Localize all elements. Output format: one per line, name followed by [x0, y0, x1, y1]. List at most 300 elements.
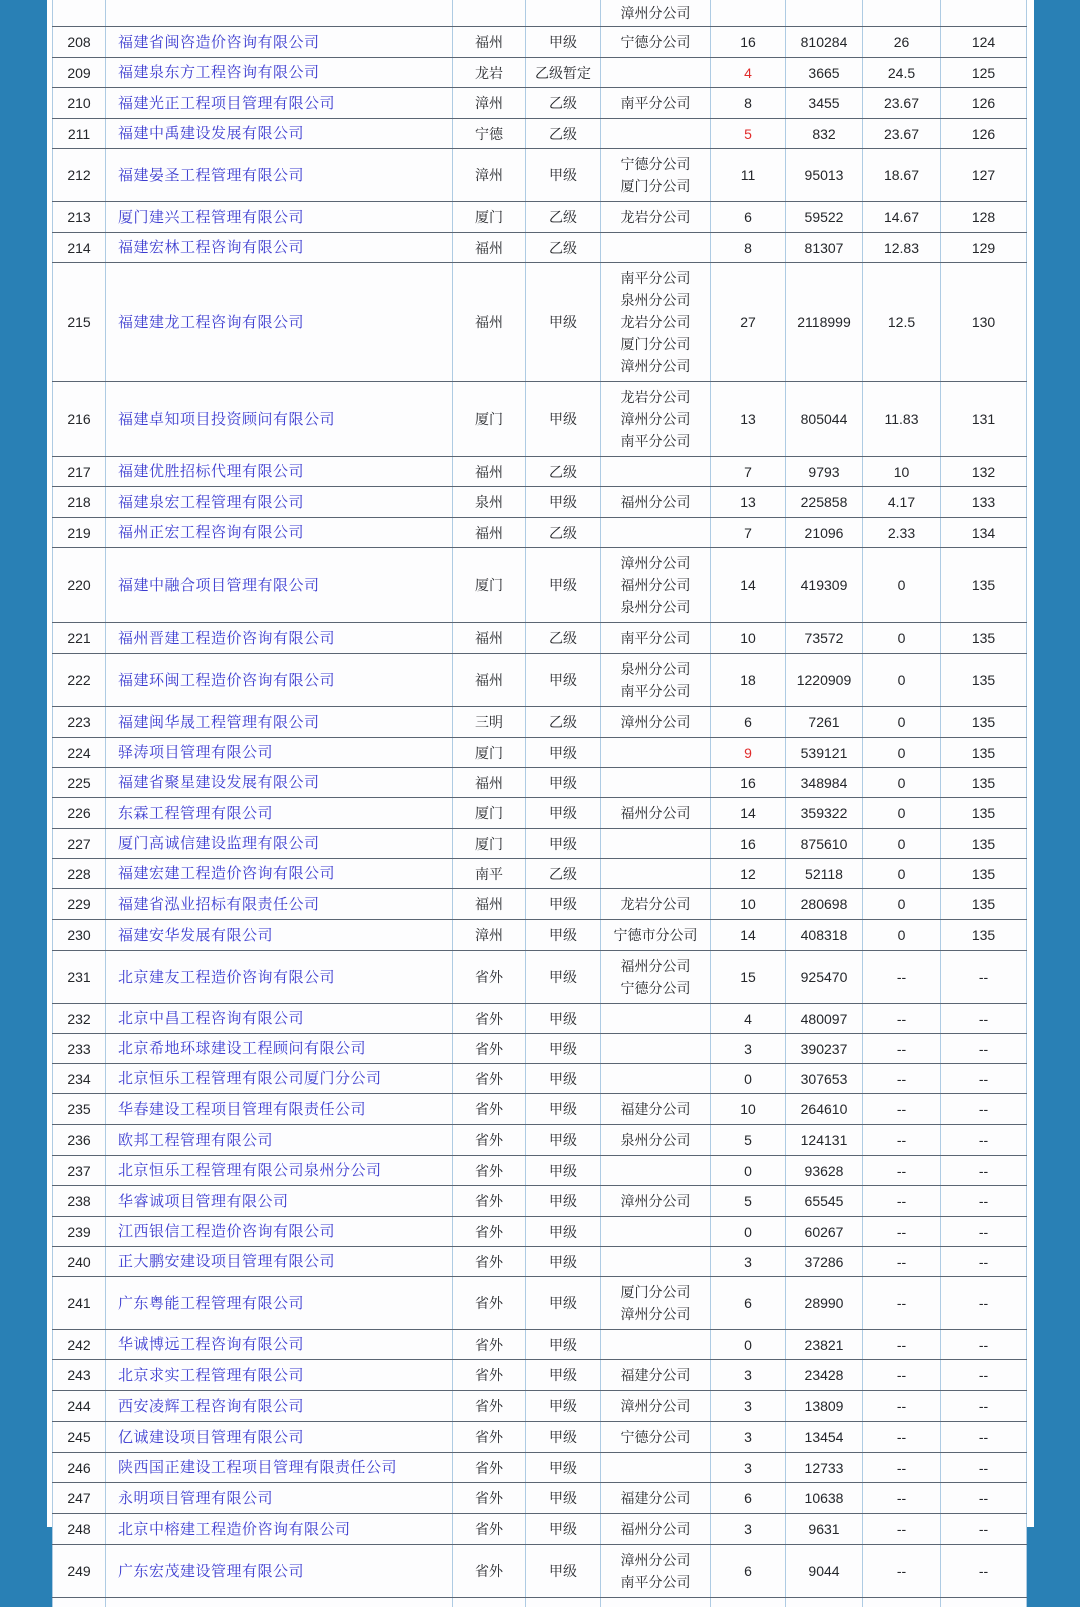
company-link[interactable]: 驿涛项目管理有限公司 [118, 744, 273, 761]
company-cell [106, 623, 453, 654]
table-row [53, 382, 1027, 457]
count-cell: 6 [711, 202, 786, 233]
value-cell [786, 1598, 863, 1607]
table-row [53, 1217, 1027, 1247]
rank-cell: 218 [53, 487, 106, 518]
rank-cell: 239 [53, 1217, 106, 1247]
city-cell: 福州 [453, 457, 526, 487]
company-link[interactable]: 欧邦工程管理有限公司 [118, 1132, 273, 1149]
grade-cell: 甲级 [526, 920, 601, 951]
company-link[interactable]: 江西银信工程造价咨询有限公司 [118, 1223, 335, 1240]
branch-line: 南平分公司 [601, 267, 710, 289]
count-cell: 3 [711, 1034, 786, 1064]
company-cell [106, 1186, 453, 1217]
branch-line: 龙岩分公司 [601, 311, 710, 333]
value-cell: 225858 [786, 487, 863, 518]
city-cell: 福州 [453, 623, 526, 654]
value-cell: 21096 [786, 518, 863, 548]
score-cell: -- [863, 1156, 941, 1186]
score-cell: -- [863, 1391, 941, 1422]
score-cell: -- [863, 1004, 941, 1034]
table-row [53, 654, 1027, 707]
city-cell: 福州 [453, 233, 526, 263]
rank2-cell: 126 [941, 88, 1027, 119]
branch-cell [601, 1360, 711, 1391]
count-cell: 0 [711, 1064, 786, 1094]
branch-cell [601, 829, 711, 859]
count-cell: 10 [711, 623, 786, 654]
grade-cell: 乙级 [526, 119, 601, 149]
table-row-partial-top [53, 0, 1027, 27]
count-cell: 5 [711, 1186, 786, 1217]
rank-cell: 215 [53, 263, 106, 382]
company-link[interactable]: 福建卓知项目投资顾问有限公司 [118, 411, 335, 428]
value-cell: 1220909 [786, 654, 863, 707]
company-link[interactable]: 福建中禹建设发展有限公司 [118, 125, 304, 142]
city-cell: 漳州 [453, 149, 526, 202]
rank-cell: 240 [53, 1247, 106, 1277]
company-link[interactable]: 北京中昌工程咨询有限公司 [118, 1010, 304, 1027]
score-cell [863, 1598, 941, 1607]
rank2-cell [941, 0, 1027, 27]
score-cell: -- [863, 1453, 941, 1483]
grade-cell: 乙级 [526, 859, 601, 889]
company-cell [106, 0, 453, 27]
branch-cell [601, 0, 711, 27]
branch-line: 漳州分公司 [601, 2, 710, 24]
company-link[interactable]: 福建泉宏工程管理有限公司 [118, 494, 304, 511]
rank-cell: 211 [53, 119, 106, 149]
rank-cell: 224 [53, 738, 106, 768]
grade-cell: 乙级 [526, 233, 601, 263]
count-cell: 3 [711, 1422, 786, 1453]
branch-cell [601, 58, 711, 88]
branch-line: 漳州分公司 [601, 711, 710, 733]
rank-cell: 247 [53, 1483, 106, 1514]
score-cell: -- [863, 1360, 941, 1391]
table-row [53, 889, 1027, 920]
grade-cell: 甲级 [526, 548, 601, 623]
rank2-cell: -- [941, 1514, 1027, 1545]
score-cell: -- [863, 1277, 941, 1330]
city-cell: 福州 [453, 518, 526, 548]
rank-cell: 212 [53, 149, 106, 202]
company-link[interactable]: 福建宏建工程造价咨询有限公司 [118, 865, 335, 882]
rank2-cell: 135 [941, 859, 1027, 889]
score-cell: 0 [863, 920, 941, 951]
grade-cell: 甲级 [526, 1422, 601, 1453]
table-row [53, 518, 1027, 548]
company-link[interactable]: 福建省闽咨造价咨询有限公司 [118, 34, 320, 51]
company-link[interactable]: 北京恒乐工程管理有限公司厦门分公司 [118, 1070, 382, 1087]
rank2-cell: 135 [941, 548, 1027, 623]
table-row [53, 119, 1027, 149]
company-cell [106, 1004, 453, 1034]
company-cell [106, 654, 453, 707]
table-row [53, 829, 1027, 859]
value-cell: 280698 [786, 889, 863, 920]
value-cell: 65545 [786, 1186, 863, 1217]
branch-cell [601, 1186, 711, 1217]
rank2-cell: 133 [941, 487, 1027, 518]
company-link[interactable]: 福建闽华晟工程管理有限公司 [118, 714, 320, 731]
branch-cell [601, 951, 711, 1004]
company-link[interactable]: 华睿诚项目管理有限公司 [118, 1193, 289, 1210]
value-cell: 832 [786, 119, 863, 149]
rank2-cell: -- [941, 1247, 1027, 1277]
score-cell: 0 [863, 654, 941, 707]
rank-cell: 232 [53, 1004, 106, 1034]
branch-line: 南平分公司 [601, 92, 710, 114]
rank-cell: 243 [53, 1360, 106, 1391]
branch-line: 南平分公司 [601, 627, 710, 649]
company-cell [106, 1545, 453, 1598]
value-cell: 805044 [786, 382, 863, 457]
rank-cell: 246 [53, 1453, 106, 1483]
grade-cell: 甲级 [526, 951, 601, 1004]
city-cell: 省外 [453, 1277, 526, 1330]
grade-cell: 甲级 [526, 1156, 601, 1186]
value-cell: 9631 [786, 1514, 863, 1545]
branch-line: 厦门分公司 [601, 333, 710, 355]
branch-line: 福州分公司 [601, 491, 710, 513]
table-row [53, 202, 1027, 233]
count-cell: 9 [711, 738, 786, 768]
table-row [53, 738, 1027, 768]
rank2-cell: -- [941, 1453, 1027, 1483]
score-cell: 4.17 [863, 487, 941, 518]
city-cell [453, 0, 526, 27]
rank-cell: 225 [53, 768, 106, 798]
city-cell: 省外 [453, 1391, 526, 1422]
score-cell: 0 [863, 707, 941, 738]
table-row [53, 1125, 1027, 1156]
branch-cell [601, 1391, 711, 1422]
city-cell: 漳州 [453, 88, 526, 119]
company-link[interactable]: 华春建设工程项目管理有限责任公司 [118, 1101, 366, 1118]
branch-cell [601, 263, 711, 382]
company-link[interactable]: 福建中融合项目管理有限公司 [118, 577, 320, 594]
company-link[interactable]: 北京希地环球建设工程顾问有限公司 [118, 1040, 366, 1057]
value-cell: 925470 [786, 951, 863, 1004]
company-link[interactable]: 福建环闽工程造价咨询有限公司 [118, 672, 335, 689]
rank2-cell: 127 [941, 149, 1027, 202]
company-cell [106, 1064, 453, 1094]
count-cell: 6 [711, 707, 786, 738]
company-link[interactable]: 厦门建兴工程管理有限公司 [118, 209, 304, 226]
rank2-cell: -- [941, 1277, 1027, 1330]
table-row [53, 1422, 1027, 1453]
company-link[interactable]: 福州晋建工程造价咨询有限公司 [118, 630, 335, 647]
company-link[interactable]: 东霖工程管理有限公司 [118, 805, 273, 822]
table-row [53, 263, 1027, 382]
company-link[interactable]: 广东粤能工程管理有限公司 [118, 1295, 304, 1312]
rank2-cell: 131 [941, 382, 1027, 457]
branch-line: 宁德分公司 [601, 1426, 710, 1448]
city-cell: 省外 [453, 1453, 526, 1483]
score-cell: 0 [863, 889, 941, 920]
company-link[interactable]: 华诚博远工程咨询有限公司 [118, 1336, 304, 1353]
company-link[interactable]: 正大鹏安建设项目管理有限公司 [118, 1253, 335, 1270]
city-cell: 三明 [453, 707, 526, 738]
value-cell: 3455 [786, 88, 863, 119]
city-cell: 省外 [453, 1064, 526, 1094]
score-cell: -- [863, 1064, 941, 1094]
branch-line: 福州分公司 [601, 802, 710, 824]
branch-line: 福建分公司 [601, 1364, 710, 1386]
score-cell: 0 [863, 738, 941, 768]
table-row [53, 1064, 1027, 1094]
branch-cell [601, 768, 711, 798]
company-link[interactable]: 北京恒乐工程管理有限公司泉州分公司 [118, 1162, 382, 1179]
company-cell [106, 263, 453, 382]
branch-line: 宁德分公司 [601, 31, 710, 53]
branch-line: 南平分公司 [601, 1571, 710, 1593]
company-link[interactable]: 福建安华发展有限公司 [118, 927, 273, 944]
rank-cell: 242 [53, 1330, 106, 1360]
branch-line: 泉州分公司 [601, 1129, 710, 1151]
rank2-cell: 135 [941, 623, 1027, 654]
city-cell: 省外 [453, 1422, 526, 1453]
count-cell: 4 [711, 58, 786, 88]
value-cell: 12733 [786, 1453, 863, 1483]
company-link[interactable]: 福建建龙工程咨询有限公司 [118, 314, 304, 331]
count-cell: 16 [711, 829, 786, 859]
branch-cell [601, 654, 711, 707]
rank-cell: 235 [53, 1094, 106, 1125]
value-cell: 9793 [786, 457, 863, 487]
rank2-cell: 135 [941, 889, 1027, 920]
score-cell: 0 [863, 829, 941, 859]
city-cell: 厦门 [453, 829, 526, 859]
company-link[interactable]: 福建优胜招标代理有限公司 [118, 463, 304, 480]
table-row [53, 1545, 1027, 1598]
company-link[interactable]: 福建省泓业招标有限责任公司 [118, 896, 320, 913]
count-cell: 27 [711, 263, 786, 382]
value-cell: 23821 [786, 1330, 863, 1360]
company-link[interactable]: 厦门高诚信建设监理有限公司 [118, 835, 320, 852]
rank2-cell: -- [941, 1360, 1027, 1391]
rank-cell: 214 [53, 233, 106, 263]
branch-cell [601, 1064, 711, 1094]
table-row [53, 768, 1027, 798]
grade-cell: 甲级 [526, 768, 601, 798]
score-cell: 23.67 [863, 119, 941, 149]
score-cell: -- [863, 1125, 941, 1156]
value-cell: 390237 [786, 1034, 863, 1064]
city-cell: 福州 [453, 654, 526, 707]
count-cell: 3 [711, 1360, 786, 1391]
branch-cell [601, 738, 711, 768]
company-cell [106, 548, 453, 623]
rank2-cell: 124 [941, 27, 1027, 58]
company-cell [106, 88, 453, 119]
company-link[interactable]: 福建晏圣工程管理有限公司 [118, 167, 304, 184]
rank-cell: 209 [53, 58, 106, 88]
company-cell [106, 1247, 453, 1277]
score-cell: 24.5 [863, 58, 941, 88]
branch-cell [601, 119, 711, 149]
count-cell: 14 [711, 548, 786, 623]
table-row [53, 623, 1027, 654]
table-row [53, 798, 1027, 829]
branch-cell [601, 1545, 711, 1598]
rank2-cell: 128 [941, 202, 1027, 233]
company-cell [106, 119, 453, 149]
company-link[interactable]: 陕西国正建设工程项目管理有限责任公司 [118, 1459, 397, 1476]
company-cell [106, 58, 453, 88]
branch-cell [601, 548, 711, 623]
city-cell: 省外 [453, 1034, 526, 1064]
rank2-cell: -- [941, 1422, 1027, 1453]
company-cell [106, 382, 453, 457]
rank-cell: 228 [53, 859, 106, 889]
company-link[interactable]: 永明项目管理有限公司 [118, 1490, 273, 1507]
city-cell: 省外 [453, 1514, 526, 1545]
branch-line: 漳州分公司 [601, 355, 710, 377]
count-cell: 10 [711, 889, 786, 920]
count-cell [711, 1598, 786, 1607]
rank-cell: 229 [53, 889, 106, 920]
count-cell: 7 [711, 518, 786, 548]
company-cell [106, 1277, 453, 1330]
company-link[interactable]: 西安凌辉工程咨询有限公司 [118, 1398, 304, 1415]
city-cell: 福州 [453, 263, 526, 382]
value-cell: 73572 [786, 623, 863, 654]
count-cell: 16 [711, 27, 786, 58]
score-cell: -- [863, 1422, 941, 1453]
table-row [53, 1156, 1027, 1186]
grade-cell: 乙级暂定 [526, 58, 601, 88]
grade-cell: 甲级 [526, 487, 601, 518]
rank2-cell: 135 [941, 654, 1027, 707]
city-cell: 宁德 [453, 119, 526, 149]
company-cell [106, 707, 453, 738]
score-cell: 18.67 [863, 149, 941, 202]
grade-cell: 甲级 [526, 1034, 601, 1064]
count-cell: 6 [711, 1483, 786, 1514]
company-cell [106, 518, 453, 548]
value-cell: 13454 [786, 1422, 863, 1453]
count-cell: 6 [711, 1277, 786, 1330]
rank2-cell: 135 [941, 920, 1027, 951]
rank2-cell: -- [941, 1330, 1027, 1360]
count-cell: 18 [711, 654, 786, 707]
grade-cell: 甲级 [526, 149, 601, 202]
rank-cell [53, 0, 106, 27]
rank2-cell: -- [941, 1483, 1027, 1514]
count-cell: 13 [711, 487, 786, 518]
count-cell: 16 [711, 768, 786, 798]
city-cell: 省外 [453, 1330, 526, 1360]
company-link[interactable]: 福州正宏工程咨询有限公司 [118, 524, 304, 541]
city-cell: 省外 [453, 1156, 526, 1186]
company-cell [106, 27, 453, 58]
rank2-cell: 126 [941, 119, 1027, 149]
branch-line: 厦门分公司 [601, 1281, 710, 1303]
value-cell: 28990 [786, 1277, 863, 1330]
company-link[interactable]: 北京中榕建工程造价咨询有限公司 [118, 1521, 351, 1538]
company-cell [106, 202, 453, 233]
company-link[interactable]: 福建省聚星建设发展有限公司 [118, 774, 320, 791]
value-cell: 10638 [786, 1483, 863, 1514]
city-cell: 龙岩 [453, 58, 526, 88]
rank-cell: 222 [53, 654, 106, 707]
value-cell: 875610 [786, 829, 863, 859]
city-cell: 省外 [453, 1360, 526, 1391]
score-cell: 2.33 [863, 518, 941, 548]
company-cell [106, 889, 453, 920]
count-cell: 13 [711, 382, 786, 457]
value-cell: 37286 [786, 1247, 863, 1277]
grade-cell: 甲级 [526, 1186, 601, 1217]
rank-cell: 249 [53, 1545, 106, 1598]
rank2-cell: 134 [941, 518, 1027, 548]
company-link[interactable]: 广东宏茂建设管理有限公司 [118, 1563, 304, 1580]
grade-cell: 甲级 [526, 1277, 601, 1330]
score-cell: -- [863, 1247, 941, 1277]
rank2-cell: -- [941, 1125, 1027, 1156]
score-cell: 14.67 [863, 202, 941, 233]
rank2-cell: -- [941, 1004, 1027, 1034]
branch-cell [601, 88, 711, 119]
table-row [53, 1453, 1027, 1483]
value-cell: 307653 [786, 1064, 863, 1094]
count-cell: 12 [711, 859, 786, 889]
grade-cell: 甲级 [526, 1125, 601, 1156]
company-cell [106, 1453, 453, 1483]
company-link[interactable]: 福建宏林工程咨询有限公司 [118, 239, 304, 256]
city-cell: 省外 [453, 1186, 526, 1217]
value-cell: 124131 [786, 1125, 863, 1156]
rank-cell: 241 [53, 1277, 106, 1330]
grade-cell: 乙级 [526, 707, 601, 738]
rank-cell: 208 [53, 27, 106, 58]
company-cell [106, 1483, 453, 1514]
rank2-cell: -- [941, 1217, 1027, 1247]
city-cell: 厦门 [453, 202, 526, 233]
company-cell [106, 951, 453, 1004]
value-cell: 60267 [786, 1217, 863, 1247]
company-link[interactable]: 北京求实工程管理有限公司 [118, 1367, 304, 1384]
company-link[interactable]: 福建泉东方工程咨询有限公司 [118, 64, 320, 81]
company-link[interactable]: 亿诚建设项目管理有限公司 [118, 1429, 304, 1446]
grade-cell: 甲级 [526, 1330, 601, 1360]
rank-cell: 226 [53, 798, 106, 829]
grade-cell: 甲级 [526, 1514, 601, 1545]
score-cell [863, 0, 941, 27]
grade-cell: 乙级 [526, 518, 601, 548]
table-row [53, 88, 1027, 119]
city-cell: 省外 [453, 1004, 526, 1034]
value-cell: 81307 [786, 233, 863, 263]
city-cell: 南平 [453, 859, 526, 889]
rank2-cell: 125 [941, 58, 1027, 88]
count-cell: 4 [711, 1004, 786, 1034]
table-row [53, 548, 1027, 623]
score-cell: 0 [863, 768, 941, 798]
city-cell: 省外 [453, 1094, 526, 1125]
city-cell [453, 1598, 526, 1607]
count-cell: 15 [711, 951, 786, 1004]
company-cell [106, 768, 453, 798]
value-cell: 52118 [786, 859, 863, 889]
company-cell [106, 487, 453, 518]
table-row [53, 951, 1027, 1004]
branch-line: 漳州分公司 [601, 1303, 710, 1325]
company-link[interactable]: 北京建友工程造价咨询有限公司 [118, 969, 335, 986]
company-link[interactable]: 福建光正工程项目管理有限公司 [118, 95, 335, 112]
